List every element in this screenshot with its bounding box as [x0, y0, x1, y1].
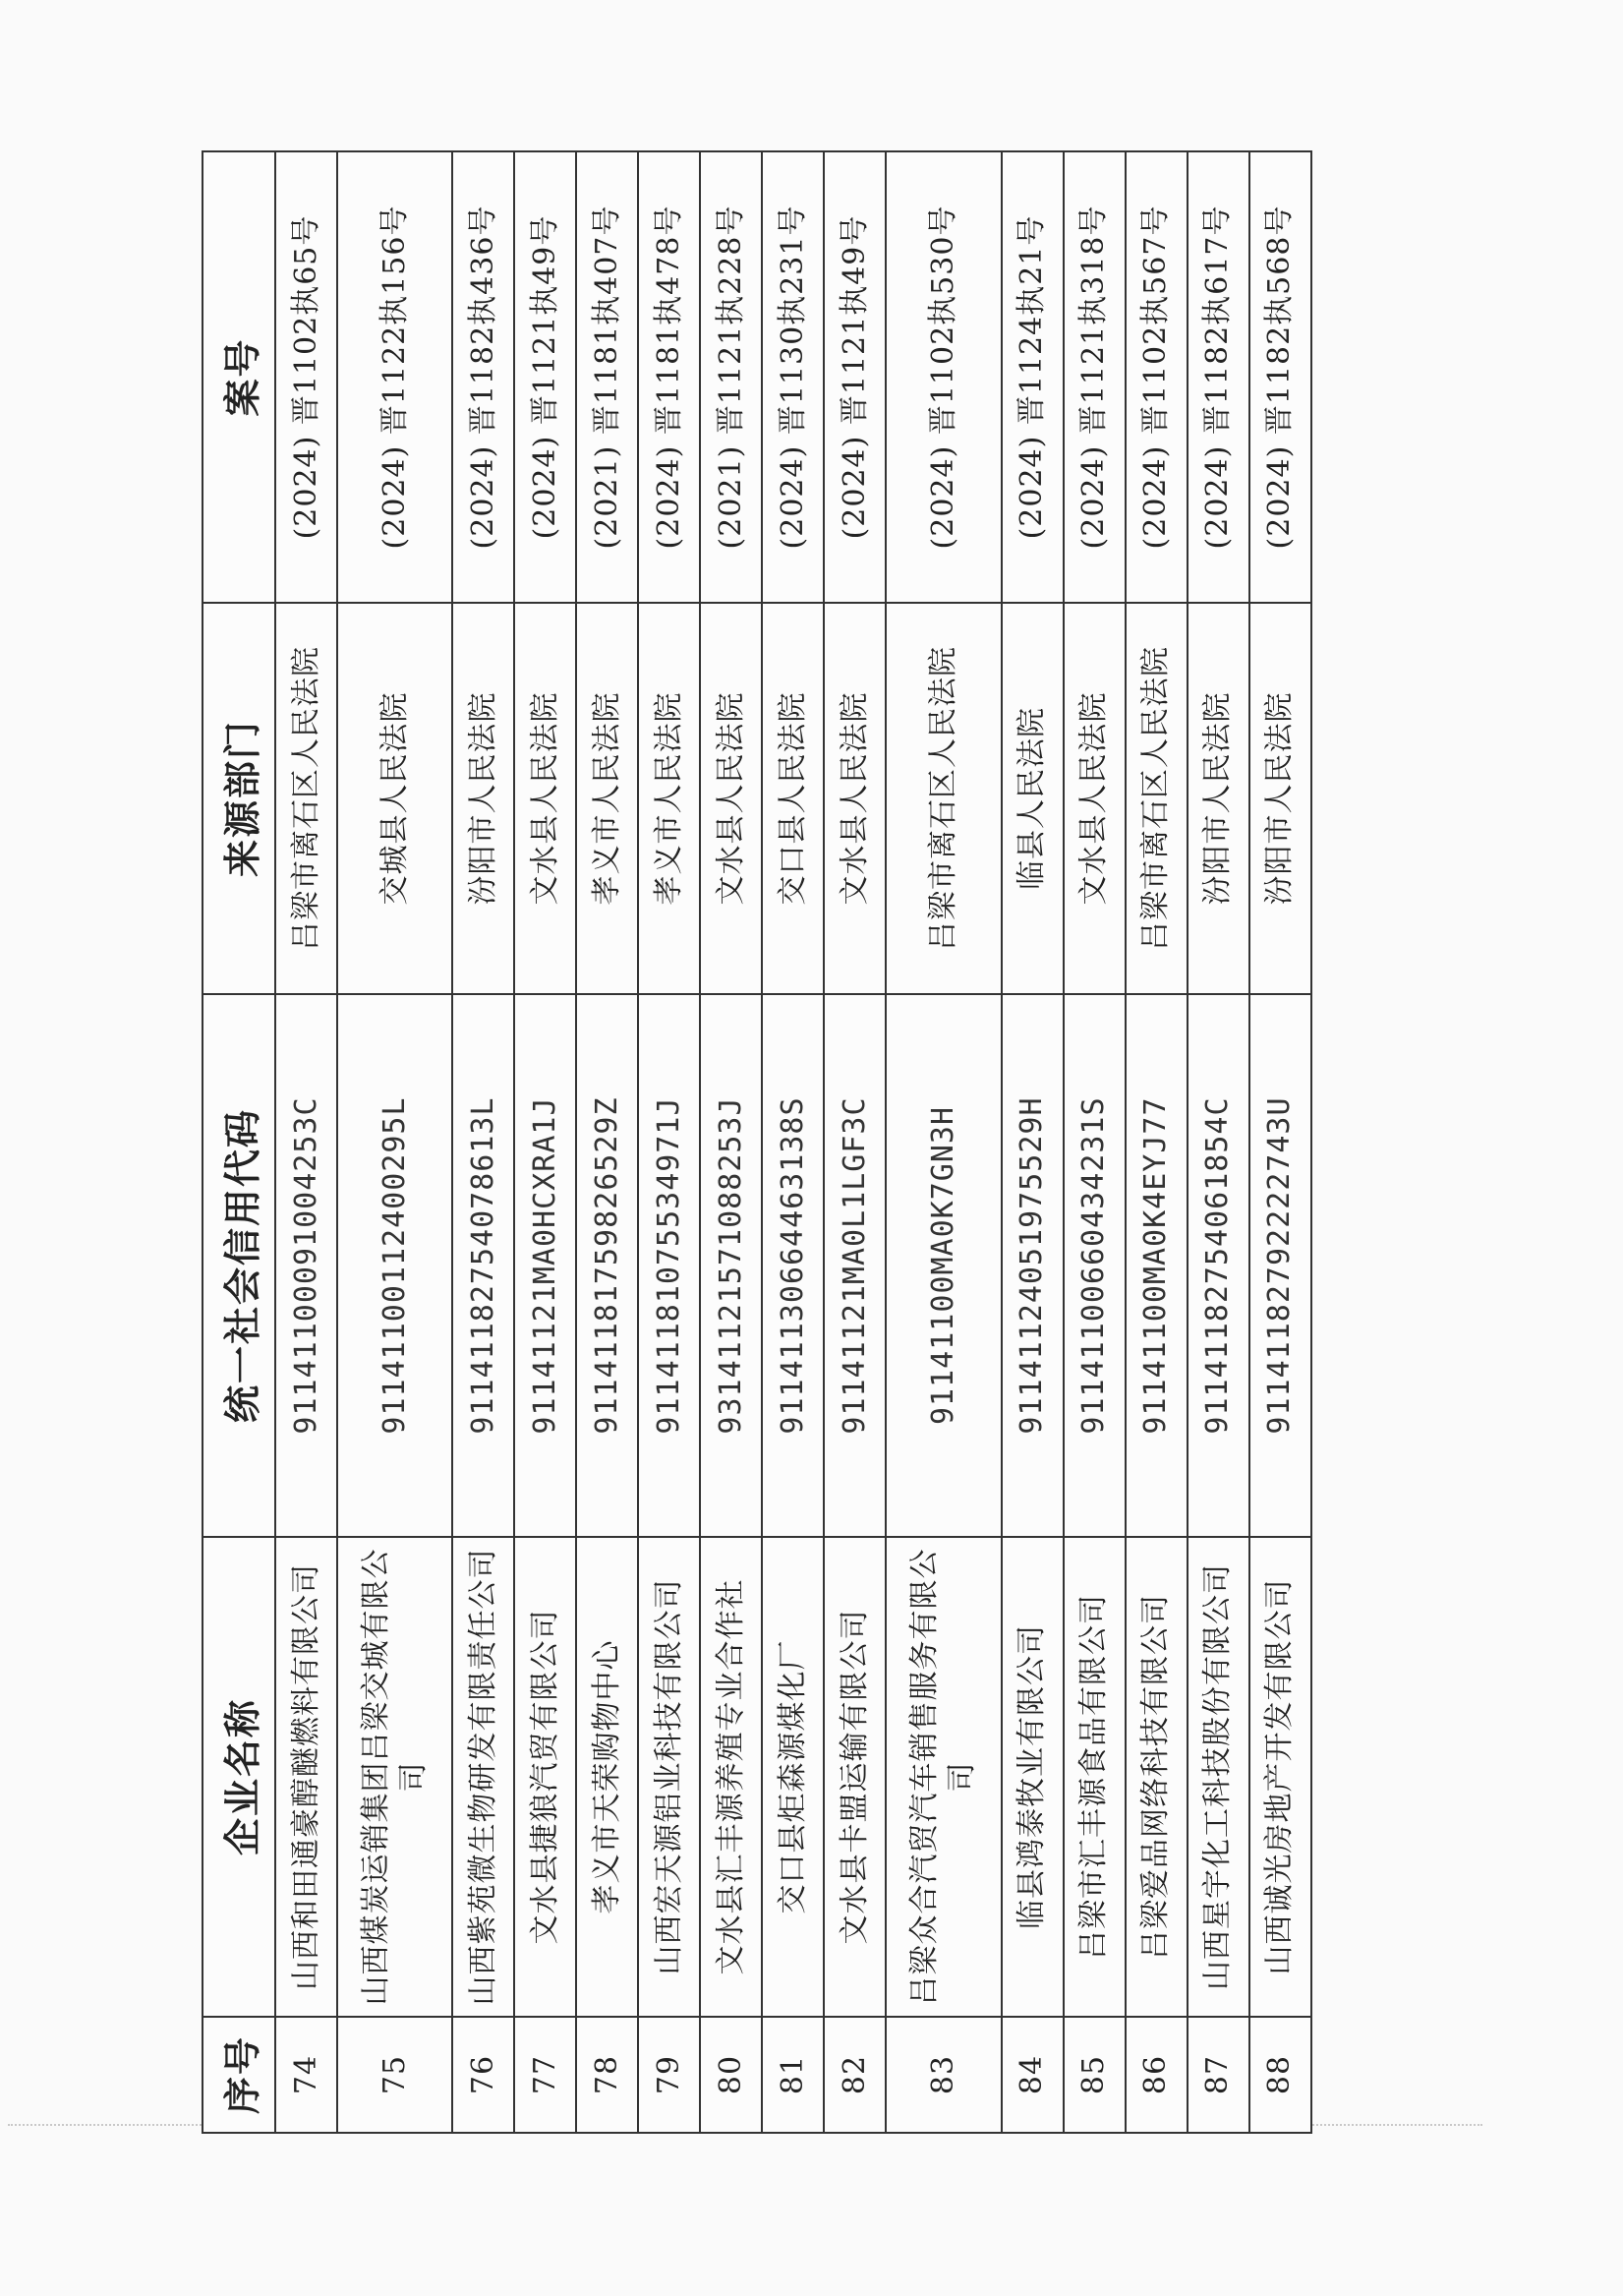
row-case-number: (2024) 晋1182执436号 — [452, 151, 514, 603]
row-credit-code: 91141181075534971J — [638, 994, 700, 1537]
row-credit-code: 91141182792222743U — [1249, 994, 1311, 1537]
table-row — [1064, 151, 1126, 2133]
row-credit-code: 91141182754061854C — [1188, 994, 1249, 1537]
row-source-dept: 吕梁市离石区人民法院 — [275, 603, 337, 994]
row-index: 87 — [1188, 2017, 1249, 2133]
header-source-dept: 来源部门 — [203, 603, 275, 994]
row-case-number: (2024) 晋1182执617号 — [1188, 151, 1249, 603]
row-company-name: 山西和田通豪醇醚燃料有限公司 — [275, 1537, 337, 2017]
row-credit-code: 93141121571088253J — [700, 994, 762, 1537]
table-row — [337, 151, 452, 2133]
row-case-number: (2024) 晋1122执156号 — [337, 151, 452, 603]
row-index: 74 — [275, 2017, 337, 2133]
row-case-number: (2024) 晋1130执231号 — [762, 151, 824, 603]
table-row — [576, 151, 638, 2133]
row-index: 76 — [452, 2017, 514, 2133]
row-credit-code: 91141124051975529H — [1002, 994, 1064, 1537]
table-row — [1249, 151, 1311, 2133]
row-case-number: (2024) 晋1102执567号 — [1126, 151, 1188, 603]
row-company-name: 山西星宇化工科技股份有限公司 — [1188, 1537, 1249, 2017]
row-source-dept: 汾阳市人民法院 — [1188, 603, 1249, 994]
row-index: 80 — [700, 2017, 762, 2133]
table-row — [700, 151, 762, 2133]
row-company-name: 临县鸿泰牧业有限公司 — [1002, 1537, 1064, 2017]
table-row — [762, 151, 824, 2133]
row-source-dept: 交口县人民法院 — [762, 603, 824, 994]
row-index: 77 — [514, 2017, 576, 2133]
row-credit-code: 91141130664463138S — [762, 994, 824, 1537]
row-company-name: 吕梁爱品网络科技有限公司 — [1126, 1537, 1188, 2017]
row-case-number: (2024) 晋1121执49号 — [514, 151, 576, 603]
row-credit-code: 91141182754078613L — [452, 994, 514, 1537]
row-index: 88 — [1249, 2017, 1311, 2133]
table-row — [638, 151, 700, 2133]
row-index: 75 — [337, 2017, 452, 2133]
row-company-name: 山西诚光房地产开发有限公司 — [1249, 1537, 1311, 2017]
row-company-name: 文水县汇丰源养殖专业合作社 — [700, 1537, 762, 2017]
row-source-dept: 临县人民法院 — [1002, 603, 1064, 994]
row-company-name: 文水县卡盟运输有限公司 — [824, 1537, 886, 2017]
row-credit-code: 91141100091004253C — [275, 994, 337, 1537]
table-header-row — [203, 151, 275, 2133]
row-index: 86 — [1126, 2017, 1188, 2133]
row-case-number: (2024) 晋1102执530号 — [886, 151, 1001, 603]
row-source-dept: 文水县人民法院 — [700, 603, 762, 994]
header-case-number: 案号 — [203, 151, 275, 603]
row-index: 78 — [576, 2017, 638, 2133]
row-case-number: (2024) 晋1182执568号 — [1249, 151, 1311, 603]
row-company-name: 山西煤炭运销集团吕梁交城有限公司 — [337, 1537, 452, 2017]
row-case-number: (2024) 晋1121执49号 — [824, 151, 886, 603]
row-source-dept: 文水县人民法院 — [1064, 603, 1126, 994]
row-case-number: (2021) 晋1121执228号 — [700, 151, 762, 603]
table-row — [514, 151, 576, 2133]
row-index: 84 — [1002, 2017, 1064, 2133]
row-source-dept: 吕梁市离石区人民法院 — [1126, 603, 1188, 994]
row-source-dept: 汾阳市人民法院 — [1249, 603, 1311, 994]
row-company-name: 吕梁市汇丰源食品有限公司 — [1064, 1537, 1126, 2017]
row-company-name: 文水县捷狼汽贸有限公司 — [514, 1537, 576, 2017]
table-row — [275, 151, 337, 2133]
row-index: 81 — [762, 2017, 824, 2133]
row-company-name: 山西紫苑微生物研发有限责任公司 — [452, 1537, 514, 2017]
row-credit-code: 91141100MA0K7GN3H — [886, 994, 1001, 1537]
row-case-number: (2024) 晋1121执318号 — [1064, 151, 1126, 603]
row-source-dept: 孝义市人民法院 — [638, 603, 700, 994]
row-company-name: 山西宏天源铝业科技有限公司 — [638, 1537, 700, 2017]
row-credit-code: 91141100MA0K4EYJ77 — [1126, 994, 1188, 1537]
row-source-dept: 汾阳市人民法院 — [452, 603, 514, 994]
row-company-name: 交口县炬森源煤化厂 — [762, 1537, 824, 2017]
row-credit-code: 91141121MA0HCXRA1J — [514, 994, 576, 1537]
row-company-name: 吕梁众合汽贸汽车销售服务有限公司 — [886, 1537, 1001, 2017]
row-source-dept: 文水县人民法院 — [514, 603, 576, 994]
row-case-number: (2024) 晋1124执21号 — [1002, 151, 1064, 603]
table-row — [886, 151, 1001, 2133]
row-company-name: 孝义市天荣购物中心 — [576, 1537, 638, 2017]
enterprise-table — [202, 150, 1312, 2134]
header-credit-code: 统一社会信用代码 — [203, 994, 275, 1537]
row-source-dept: 吕梁市离石区人民法院 — [886, 603, 1001, 994]
table-row — [1188, 151, 1249, 2133]
row-case-number: (2021) 晋1181执407号 — [576, 151, 638, 603]
row-case-number: (2024) 晋1102执65号 — [275, 151, 337, 603]
row-credit-code: 91141100660434231S — [1064, 994, 1126, 1537]
row-credit-code: 91141121MA0L1LGF3C — [824, 994, 886, 1537]
row-index: 85 — [1064, 2017, 1126, 2133]
header-company-name: 企业名称 — [203, 1537, 275, 2017]
row-source-dept: 交城县人民法院 — [337, 603, 452, 994]
row-index: 83 — [886, 2017, 1001, 2133]
row-index: 82 — [824, 2017, 886, 2133]
table-row — [1126, 151, 1188, 2133]
row-case-number: (2024) 晋1181执478号 — [638, 151, 700, 603]
row-credit-code: 91141181759826529Z — [576, 994, 638, 1537]
row-index: 79 — [638, 2017, 700, 2133]
table-row — [824, 151, 886, 2133]
rotated-table-container — [202, 152, 1312, 2134]
table-row — [452, 151, 514, 2133]
row-credit-code: 91141100112400295L — [337, 994, 452, 1537]
row-source-dept: 文水县人民法院 — [824, 603, 886, 994]
row-source-dept: 孝义市人民法院 — [576, 603, 638, 994]
table-row — [1002, 151, 1064, 2133]
header-index: 序号 — [203, 2017, 275, 2133]
